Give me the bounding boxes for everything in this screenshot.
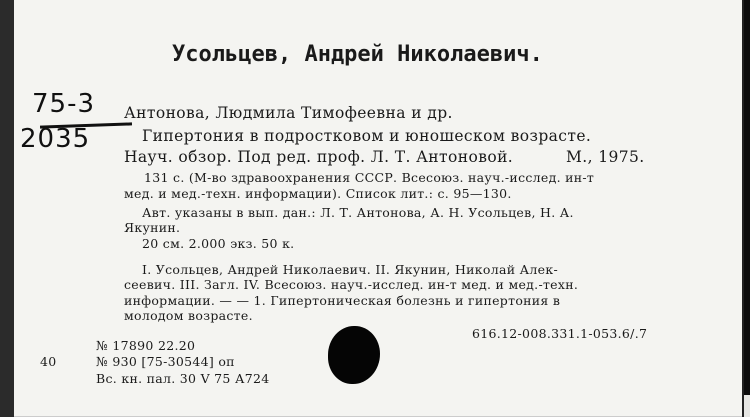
card-punch-hole bbox=[328, 326, 380, 384]
classification-number: 616.12-008.331.1-053.6/.7 bbox=[472, 326, 648, 341]
shelf-mark-top: 75-3 bbox=[32, 89, 96, 119]
entry-author: Антонова, Людмила Тимофеевна и др. bbox=[124, 104, 453, 122]
entry-tracings: I. Усольцев, Андрей Николаевич. II. Якунин, Николай Алек- bbox=[142, 262, 558, 277]
entry-subtitle: Науч. обзор. Под ред. проф. Л. Т. Антоновой. bbox=[124, 148, 514, 166]
footer-order: № 930 [75-30544] оп bbox=[96, 354, 235, 369]
entry-title: Гипертония в подростковом и юношеском возрасте. bbox=[142, 127, 592, 145]
footer-chamber: Вс. кн. пал. 30 V 75 А724 bbox=[96, 371, 270, 386]
card-heading: Усольцев, Андрей Николаевич. bbox=[172, 42, 543, 67]
catalog-card bbox=[14, 0, 744, 417]
entry-place-year: М., 1975. bbox=[566, 148, 645, 166]
footer-registration: № 17890 22.20 bbox=[96, 338, 196, 353]
entry-physical: 20 см. 2.000 экз. 50 к. bbox=[142, 236, 295, 251]
entry-subjects-cont: молодом возрасте. bbox=[124, 308, 253, 323]
entry-tracings-cont: сеевич. III. Загл. IV. Всесоюз. науч.-исслед. ин-т мед. и мед.-техн. bbox=[124, 277, 579, 292]
entry-authors-note: Авт. указаны в вып. дан.: Л. Т. Антонова, А. Н. Усольцев, Н. А. bbox=[142, 205, 574, 220]
footer-prefix: 40 bbox=[40, 354, 57, 369]
entry-authors-note-cont: Якунин. bbox=[124, 220, 181, 235]
shelf-mark-bottom: 2035 bbox=[20, 124, 91, 154]
entry-series: мед. и мед.-техн. информации). Список лит.: с. 95—130. bbox=[124, 186, 512, 201]
entry-pages: 131 с. (М-во здравоохранения СССР. Всесоюз. науч.-исслед. ин-т bbox=[144, 170, 595, 185]
entry-subjects: информации. — — 1. Гипертоническая болезнь и гипертония в bbox=[124, 293, 561, 308]
